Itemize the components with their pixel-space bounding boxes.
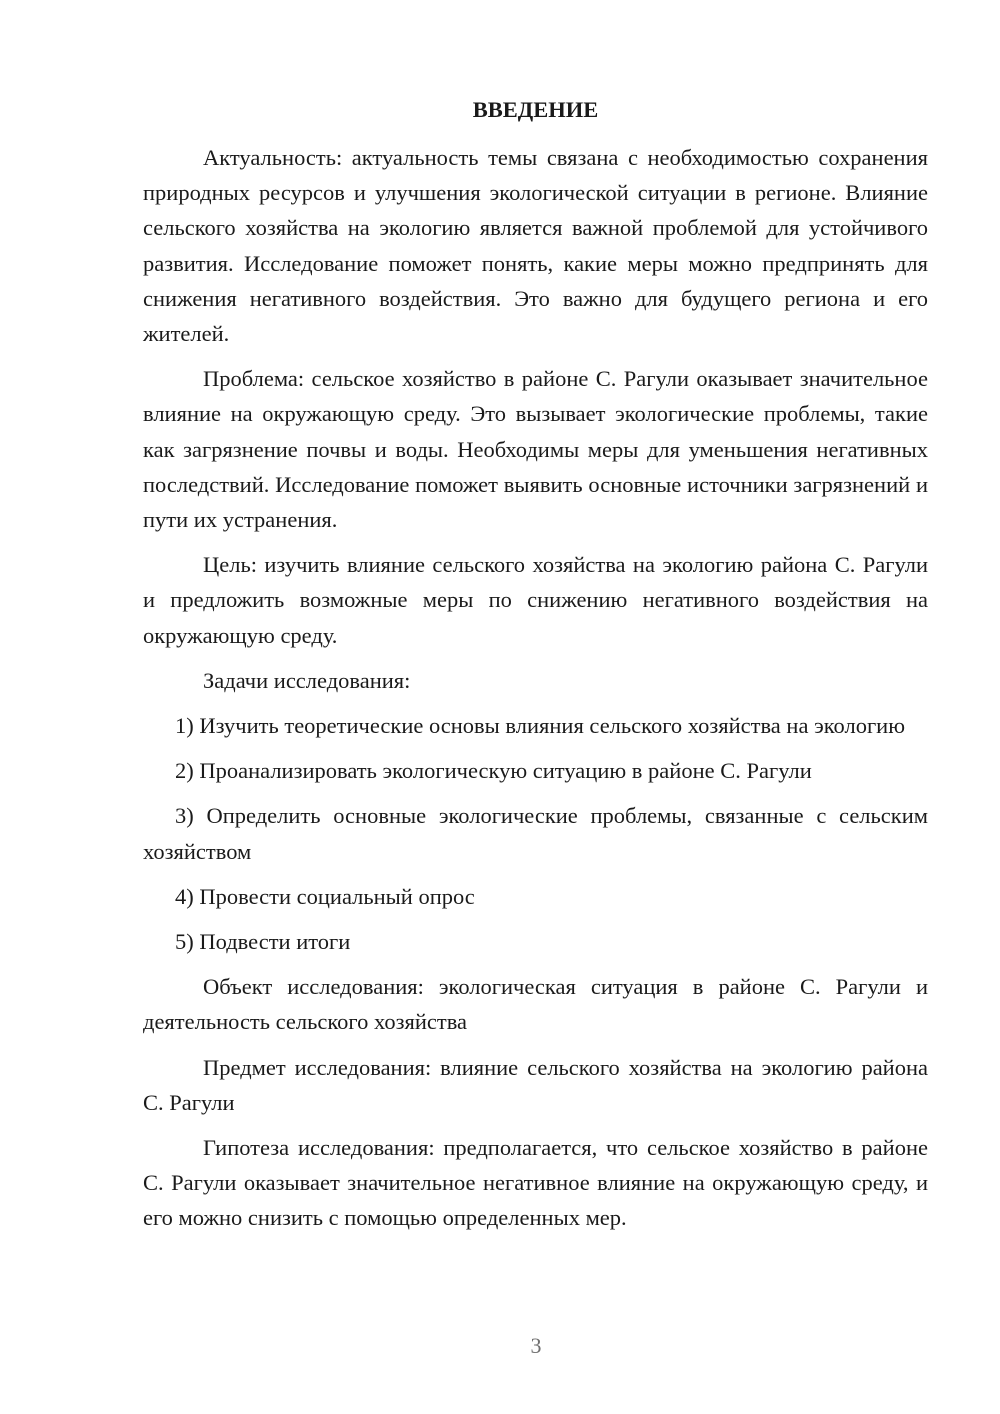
tasks-heading: Задачи исследования:: [203, 667, 411, 693]
object-paragraph: Объект исследования: экологическая ситуация в районе С. Рагули и деятельность сельского хозяйства: [143, 974, 928, 1035]
goal-paragraph: Цель: изучить влияние сельского хозяйства на экологию района С. Рагули и предложить возможные меры по снижению негативного воздействия на окружающую среду.: [143, 552, 928, 648]
task-list-item: 2) Проанализировать экологическую ситуацию в районе С. Рагули: [175, 758, 812, 784]
page-content: [143, 90, 928, 1246]
problem-paragraph: Проблема: сельское хозяйство в районе С. Рагули оказывает значительное влияние на окружающую среду. Это вызывает экологические проблемы, такие как загрязнение почвы и воды. Необходимы меры для уменьшения негативных последствий. Исследование поможет выявить основные источники загрязнений и пути их устранения.: [143, 366, 928, 533]
relevance-paragraph: Актуальность: актуальность темы связана с необходимостью сохранения природных ресурсов и улучшения экологической ситуации в регионе. Влияние сельского хозяйства на экологию является важной проблемой для устойчивого развития. Исследование поможет понять, какие меры можно предпринять для снижения негативного воздействия. Это важно для будущего региона и его жителей.: [143, 145, 928, 347]
subject-paragraph: Предмет исследования: влияние сельского хозяйства на экологию района С. Рагули: [143, 1054, 928, 1115]
task-list-item: 5) Подвести итоги: [175, 929, 351, 955]
section-title: ВВЕДЕНИЕ: [472, 97, 599, 122]
hypothesis-paragraph: Гипотеза исследования: предполагается, что сельское хозяйство в районе С. Рагули оказывает значительное негативное влияние на окружающую среду, и его можно снизить с помощью определенных мер.: [143, 1135, 928, 1231]
task-list-item: 3) Определить основные экологические проблемы, связанные с сельским хозяйством: [143, 803, 928, 864]
task-list-item: 4) Провести социальный опрос: [175, 883, 475, 909]
page-number: 3: [530, 1333, 542, 1358]
task-list-item: 1) Изучить теоретические основы влияния сельского хозяйства на экологию: [175, 713, 906, 739]
